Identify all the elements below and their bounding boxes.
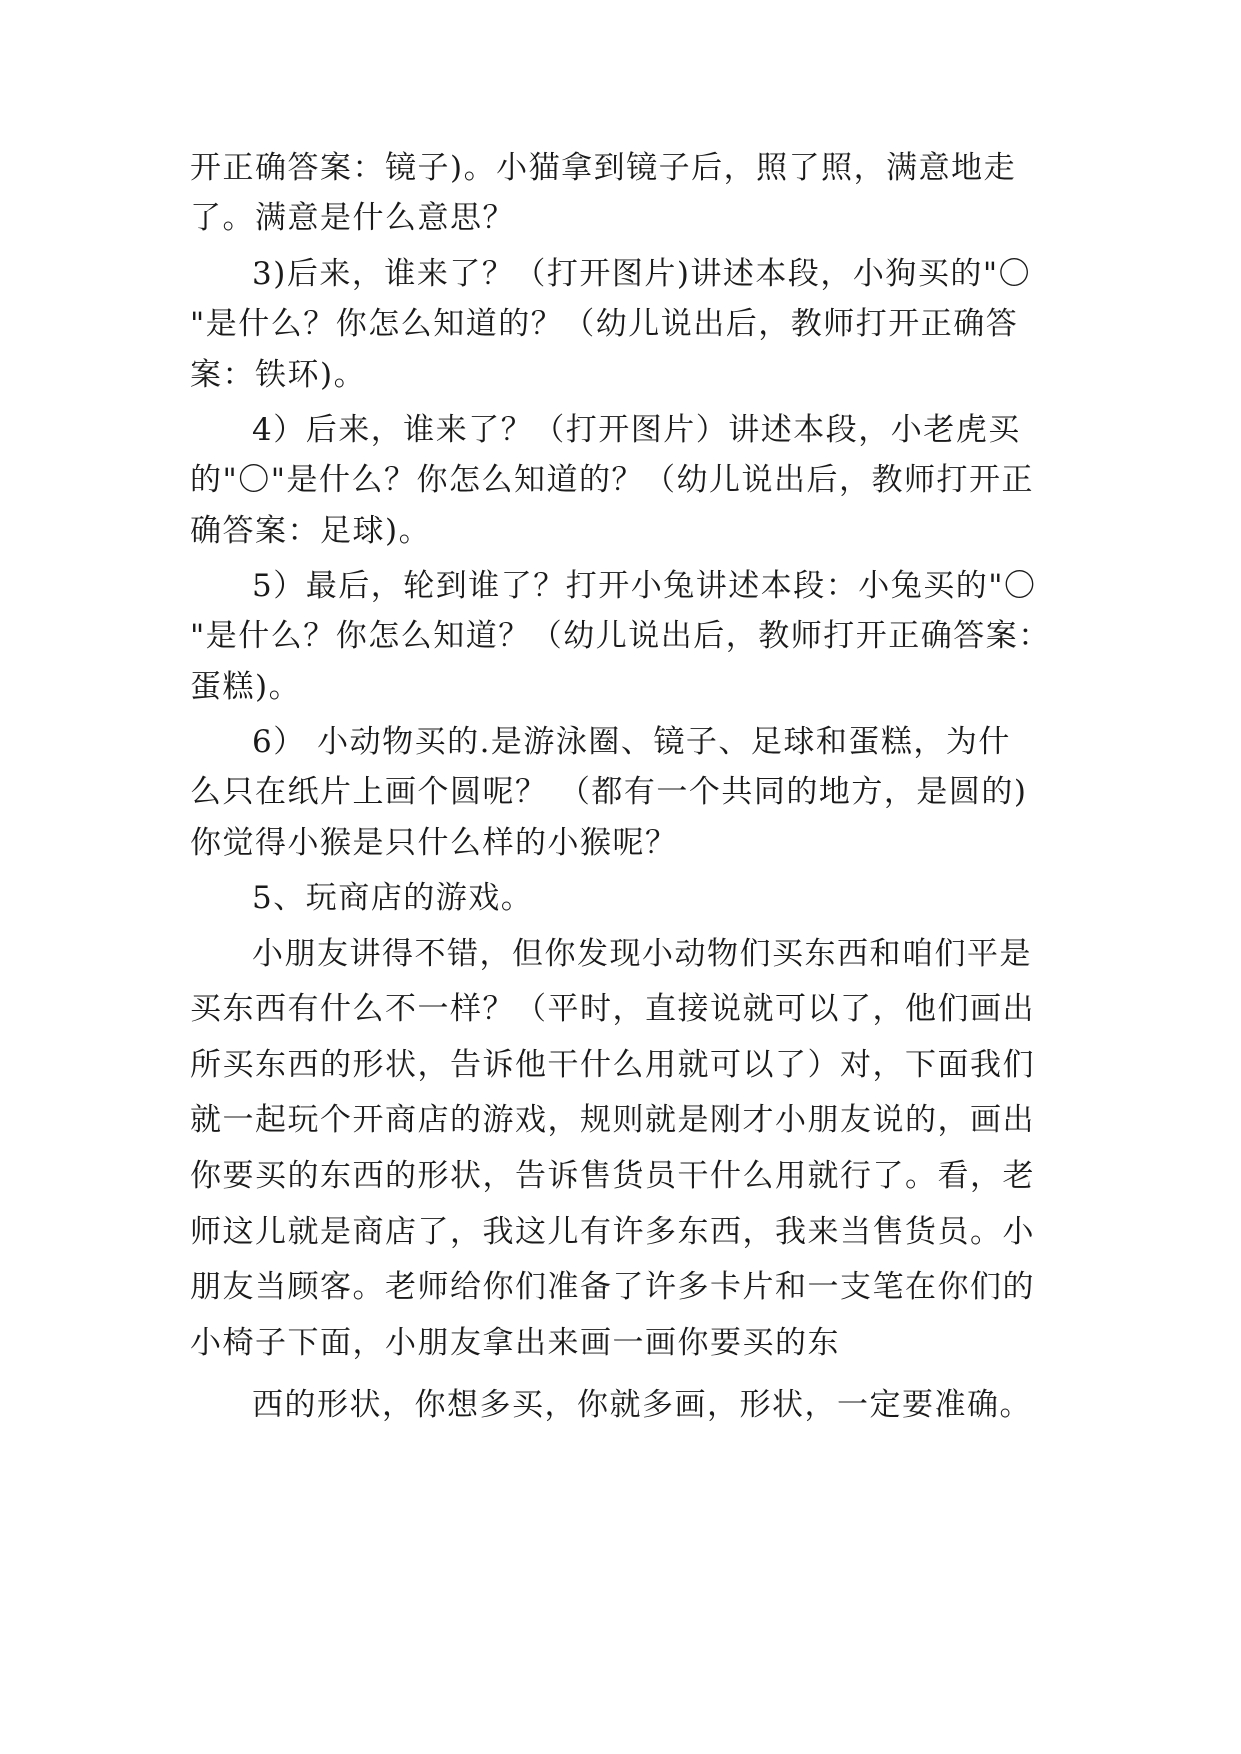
- text-line: "是什么？你怎么知道？（幼儿说出后，教师打开正确答案：: [190, 618, 1051, 654]
- text-line: 师这儿就是商店了，我这儿有许多东西，我来当售货员。小: [190, 1214, 1035, 1250]
- section-heading: 5、玩商店的游戏。: [252, 880, 534, 916]
- text-line: 5）最后，轮到谁了？打开小兔讲述本段：小兔买的"〇: [252, 568, 1037, 604]
- text-line: 你觉得小猴是只什么样的小猴呢？: [190, 825, 678, 861]
- text-line: 西的形状，你想多买，你就多画，形状，一定要准确。: [252, 1387, 1032, 1423]
- text-line: 了。满意是什么意思？: [190, 200, 515, 236]
- text-line: 的"〇"是什么？你怎么知道的？（幼儿说出后，教师打开正: [190, 462, 1035, 498]
- text-line: 3)后来，谁来了？（打开图片)讲述本段，小狗买的"〇: [252, 256, 1032, 292]
- text-line: 小朋友讲得不错，但你发现小动物们买东西和咱们平是: [252, 936, 1032, 972]
- text-line: 蛋糕)。: [190, 669, 302, 705]
- text-line: 开正确答案：镜子)。小猫拿到镜子后，照了照，满意地走: [190, 150, 1017, 186]
- text-line: 所买东西的形状，告诉他干什么用就可以了）对，下面我们: [190, 1047, 1035, 1083]
- text-line: 买东西有什么不一样？（平时，直接说就可以了，他们画出: [190, 991, 1035, 1027]
- text-line: 朋友当顾客。老师给你们准备了许多卡片和一支笔在你们的: [190, 1269, 1035, 1305]
- text-line: 你要买的东西的形状，告诉售货员干什么用就行了。看，老: [190, 1158, 1035, 1194]
- text-line: 案：铁环)。: [190, 357, 367, 393]
- text-line: 6） 小动物买的.是游泳圈、镜子、足球和蛋糕，为什: [252, 724, 1011, 760]
- text-line: 么只在纸片上画个圆呢？ （都有一个共同的地方，是圆的): [190, 774, 1028, 810]
- text-line: 就一起玩个开商店的游戏，规则就是刚才小朋友说的，画出: [190, 1102, 1035, 1138]
- text-line: 确答案：足球)。: [190, 513, 432, 549]
- text-line: 小椅子下面，小朋友拿出来画一画你要买的东: [190, 1325, 840, 1361]
- text-line: "是什么？你怎么知道的？（幼儿说出后，教师打开正确答: [190, 306, 1019, 342]
- text-line: 4）后来，谁来了？（打开图片）讲述本段，小老虎买: [252, 412, 1021, 448]
